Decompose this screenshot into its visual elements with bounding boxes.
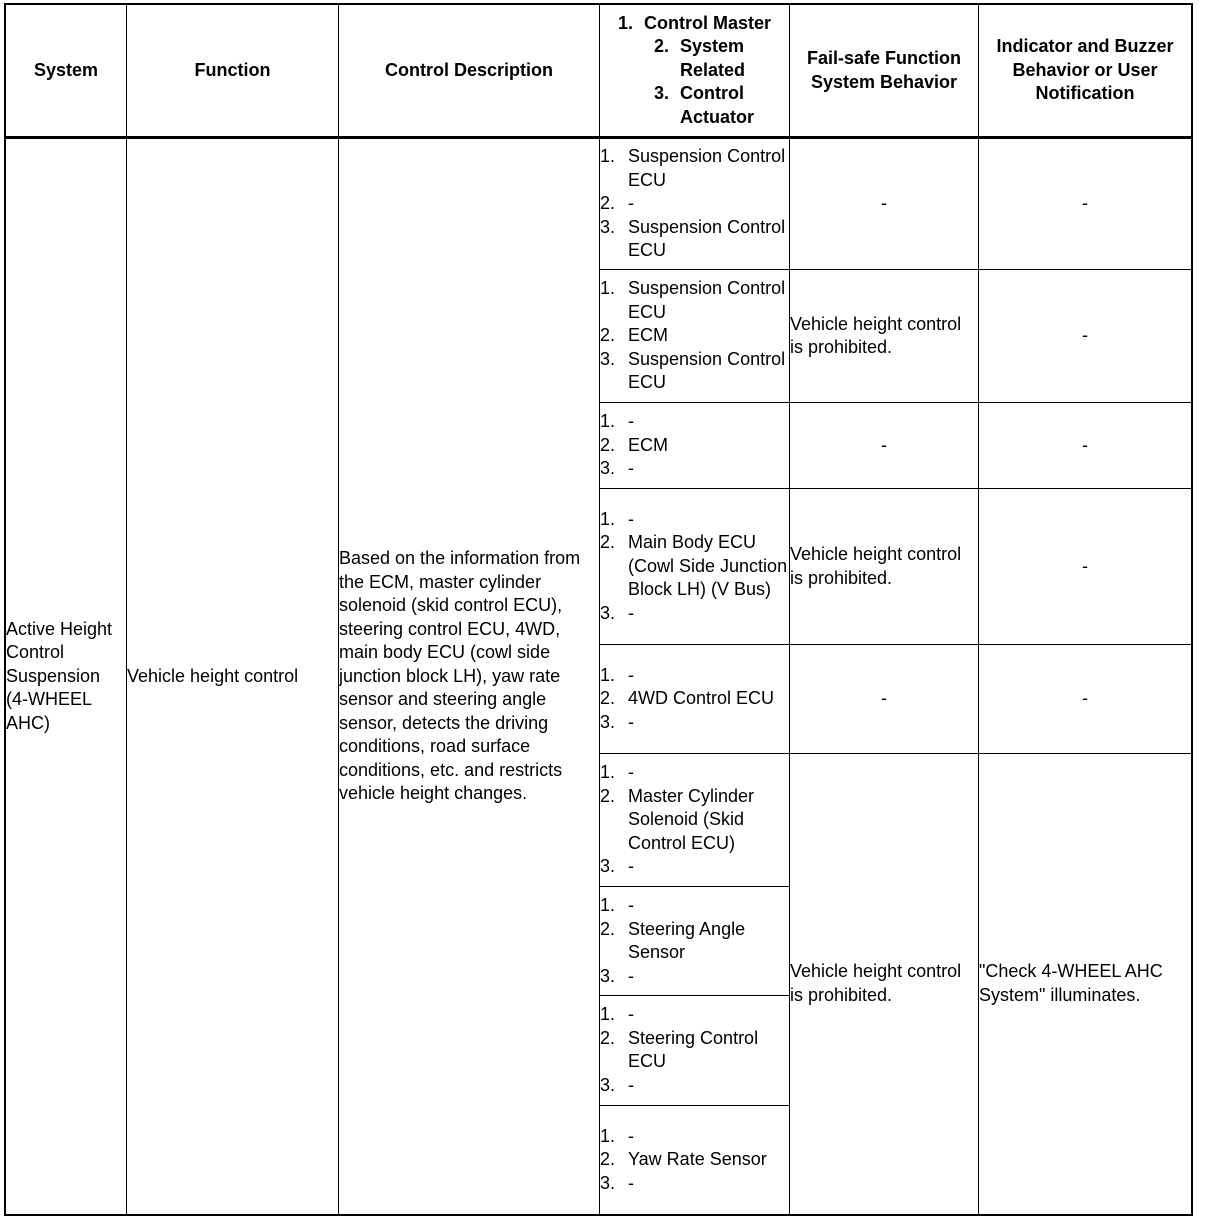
item-text: 4WD Control ECU bbox=[628, 688, 775, 709]
system-cell: Active Height Control Suspension (4-WHEEL AHC) bbox=[6, 138, 127, 1215]
header-row bbox=[6, 5, 1192, 138]
fail-safe-table bbox=[5, 4, 1192, 1215]
item-num: 3. bbox=[600, 1074, 616, 1095]
item-text: Yaw Rate Sensor bbox=[628, 1149, 767, 1170]
item-num: 2. bbox=[600, 1149, 616, 1170]
indicator-cell: - bbox=[979, 645, 1192, 753]
item-text: - bbox=[628, 602, 634, 623]
item-num: 1. bbox=[600, 664, 616, 685]
failsafe-cell: Vehicle height control is prohibited. bbox=[790, 270, 979, 402]
item-text: ECM bbox=[628, 325, 668, 346]
control-cell bbox=[600, 996, 790, 1105]
control-cell bbox=[600, 1105, 790, 1214]
item-text: - bbox=[628, 411, 634, 432]
description-cell: Based on the information from the ECM, master cylinder solenoid (skid control ECU), steering control ECU, 4WD, main body ECU (cowl side junction block LH), yaw rate sensor and steering angle sensor, detects the driving conditions, road surface conditions, etc. and restricts vehicle height changes. bbox=[339, 138, 600, 1215]
item-text: ECM bbox=[628, 434, 668, 455]
item-num: 1. bbox=[600, 146, 616, 167]
item-text: - bbox=[628, 508, 634, 529]
indicator-cell: - bbox=[979, 402, 1192, 488]
header-num: 3. bbox=[653, 83, 669, 104]
control-cell bbox=[600, 753, 790, 886]
item-num: 2. bbox=[600, 434, 616, 455]
function-cell: Vehicle height control bbox=[127, 138, 339, 1215]
item-num: 3. bbox=[600, 458, 616, 479]
merged-indicator-cell: "Check 4-WHEEL AHC System" illuminates. bbox=[979, 753, 1192, 1214]
indicator-cell: - bbox=[979, 270, 1192, 402]
header-item: System Related bbox=[679, 36, 746, 80]
failsafe-cell: Vehicle height control is prohibited. bbox=[790, 488, 979, 644]
item-num: 3. bbox=[600, 1172, 616, 1193]
item-num: 2. bbox=[600, 918, 616, 939]
indicator-cell: - bbox=[979, 488, 1192, 644]
item-text: - bbox=[628, 1074, 634, 1095]
item-num: 1. bbox=[600, 508, 616, 529]
header-item: Control Master bbox=[643, 12, 771, 33]
header-indicator: Indicator and Buzzer Behavior or User Notification bbox=[979, 5, 1192, 138]
control-cell bbox=[600, 270, 790, 402]
control-cell bbox=[600, 138, 790, 270]
item-num: 3. bbox=[600, 856, 616, 877]
header-num: 1. bbox=[617, 12, 633, 33]
control-cell bbox=[600, 402, 790, 488]
item-num: 2. bbox=[600, 193, 616, 214]
item-text: - bbox=[628, 762, 634, 783]
item-num: 2. bbox=[600, 1027, 616, 1048]
item-text: - bbox=[628, 458, 634, 479]
failsafe-cell: - bbox=[790, 645, 979, 753]
table-row bbox=[6, 138, 1192, 270]
item-num: 3. bbox=[600, 216, 616, 237]
item-num: 2. bbox=[600, 785, 616, 806]
item-text: Suspension Control ECU bbox=[628, 278, 786, 322]
item-text: Master Cylinder Solenoid (Skid Control ECU) bbox=[628, 785, 755, 853]
failsafe-cell: - bbox=[790, 402, 979, 488]
item-num: 2. bbox=[600, 688, 616, 709]
item-num: 3. bbox=[600, 602, 616, 623]
item-text: - bbox=[628, 965, 634, 986]
item-num: 1. bbox=[600, 1004, 616, 1025]
item-text: - bbox=[628, 1172, 634, 1193]
control-cell bbox=[600, 488, 790, 644]
item-num: 1. bbox=[600, 762, 616, 783]
indicator-cell: - bbox=[979, 138, 1192, 270]
header-control-description: Control Description bbox=[339, 5, 600, 138]
item-num: 1. bbox=[600, 278, 616, 299]
header-function: Function bbox=[127, 5, 339, 138]
item-num: 1. bbox=[600, 411, 616, 432]
item-text: - bbox=[628, 664, 634, 685]
failsafe-cell: - bbox=[790, 138, 979, 270]
item-text: Suspension Control ECU bbox=[628, 146, 786, 190]
item-text: Steering Angle Sensor bbox=[628, 918, 746, 963]
item-num: 1. bbox=[600, 895, 616, 916]
control-cell bbox=[600, 887, 790, 996]
control-cell bbox=[600, 645, 790, 753]
item-text: - bbox=[628, 895, 634, 916]
header-num: 2. bbox=[653, 36, 669, 57]
item-num: 2. bbox=[600, 532, 616, 553]
item-text: - bbox=[628, 193, 634, 214]
header-control-master bbox=[600, 5, 790, 138]
header-system: System bbox=[6, 5, 127, 138]
item-text: - bbox=[628, 1004, 634, 1025]
item-text: Main Body ECU (Cowl Side Junction Block LH) (V Bus) bbox=[628, 532, 788, 600]
item-text: - bbox=[628, 1125, 634, 1146]
item-text: Suspension Control ECU bbox=[628, 216, 786, 261]
header-item: Control Actuator bbox=[679, 83, 754, 127]
item-num: 3. bbox=[600, 711, 616, 732]
item-text: Suspension Control ECU bbox=[628, 348, 786, 393]
item-num: 3. bbox=[600, 348, 616, 369]
item-text: - bbox=[628, 856, 634, 877]
item-text: - bbox=[628, 711, 634, 732]
header-failsafe: Fail-safe Function System Behavior bbox=[790, 5, 979, 138]
item-num: 1. bbox=[600, 1125, 616, 1146]
merged-failsafe-cell: Vehicle height control is prohibited. bbox=[790, 753, 979, 1214]
item-text: Steering Control ECU bbox=[628, 1027, 759, 1072]
item-num: 3. bbox=[600, 965, 616, 986]
item-num: 2. bbox=[600, 325, 616, 346]
